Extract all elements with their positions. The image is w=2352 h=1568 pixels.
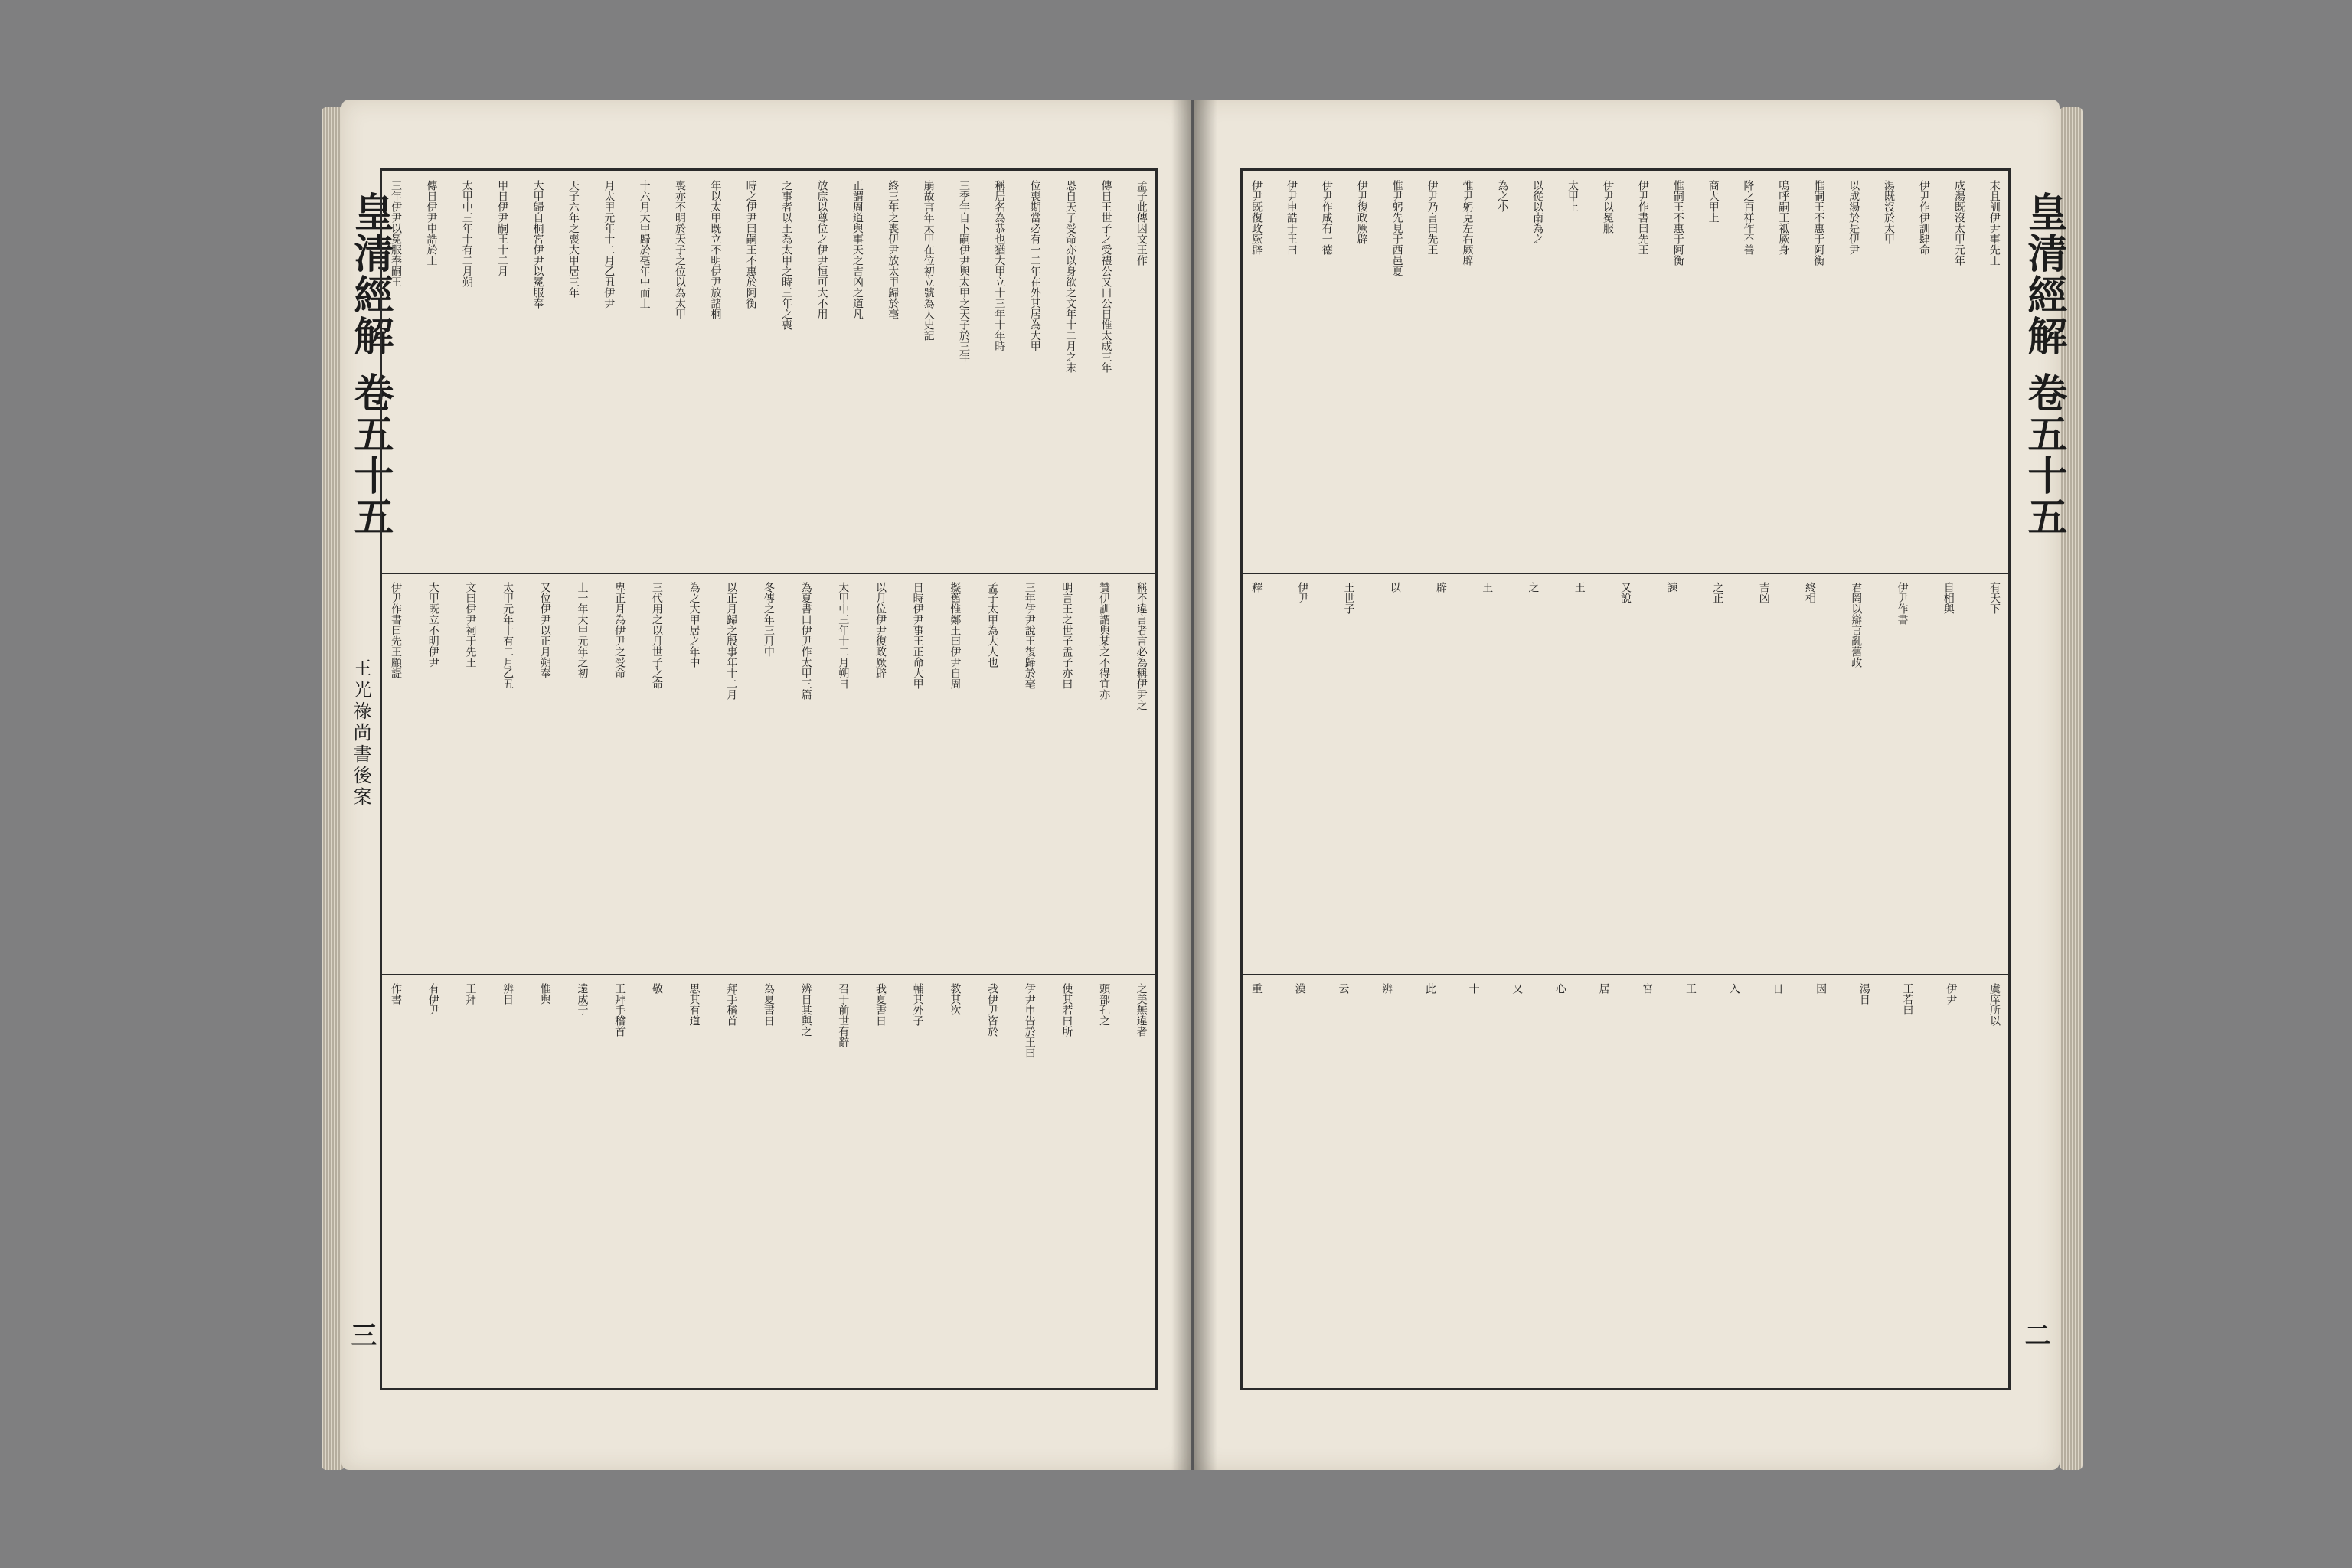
text-column: 之 [1527, 581, 1540, 593]
right-page [1194, 100, 2067, 1470]
right-tier-divider-2 [1243, 974, 2008, 975]
text-column: 又說 [1619, 581, 1632, 603]
text-column: 正謂周道與事天之吉凶之道凡 [851, 180, 864, 319]
text-column: 伊尹申誥于王曰 [1285, 180, 1298, 255]
text-column: 卑正月為伊尹之受命 [613, 581, 626, 678]
text-column: 君罔以辯言亂舊政 [1850, 581, 1863, 668]
text-column: 伊尹作書曰先王顧諟 [390, 581, 402, 678]
text-column: 十六月大甲歸於亳年中而上 [638, 180, 651, 309]
text-column: 伊尹作伊訓肆命 [1917, 180, 1930, 255]
text-column: 吉凶 [1757, 581, 1770, 603]
text-column: 虞庠所以 [1988, 983, 2001, 1027]
text-column: 太甲上 [1566, 180, 1579, 212]
left-volume-text: 卷五十五 [347, 372, 394, 538]
text-column: 頭部孔之 [1098, 983, 1111, 1027]
text-column: 湯既沒於太甲 [1883, 180, 1896, 244]
right-tier-2 [1250, 582, 2001, 965]
text-column: 伊尹作書曰先王 [1636, 180, 1649, 255]
text-column: 孟子太甲為大人也 [986, 581, 998, 668]
text-column: 此 [1423, 983, 1436, 995]
text-column: 成湯既沒太甲元年 [1952, 180, 1965, 266]
text-column: 伊尹作咸有一德 [1320, 180, 1333, 255]
text-column: 太甲中三年十二月朔日 [837, 581, 850, 689]
text-column: 王若曰 [1901, 983, 1914, 1016]
right-tier-divider-1 [1243, 573, 2008, 574]
text-column: 天子六年之喪大甲居三年 [567, 180, 580, 298]
text-column: 召于前世有辭 [837, 983, 850, 1048]
text-column: 伊尹乃言曰先王 [1426, 180, 1439, 255]
text-column: 伊尹 [1296, 581, 1309, 603]
left-page [341, 100, 1191, 1470]
text-column: 惟嗣王不惠于阿衡 [1671, 180, 1684, 266]
text-column: 伊尹申告於王曰 [1023, 983, 1036, 1059]
text-column: 心 [1553, 983, 1566, 995]
text-column: 釋 [1250, 581, 1263, 593]
text-column: 伊尹 [1945, 983, 1958, 1005]
text-column: 拜手稽首 [725, 983, 738, 1027]
text-column: 自相與 [1942, 581, 1955, 614]
left-folio: 三 [346, 1321, 377, 1348]
text-column: 漠 [1293, 983, 1306, 995]
text-column: 伊尹以冕服 [1601, 180, 1614, 234]
text-column: 孟子此傳因文王作 [1135, 180, 1148, 266]
text-column: 使其若曰所 [1060, 983, 1073, 1037]
text-column: 又位伊尹以正月朔奉 [538, 581, 551, 678]
text-column: 大甲歸自桐宮伊尹以冕服奉 [531, 180, 544, 309]
text-column: 以正月歸之殷事年十二月 [725, 581, 738, 700]
left-tier-divider-1 [382, 573, 1155, 574]
left-title-text: 皇清經解 [347, 191, 394, 357]
text-column: 辟 [1435, 581, 1447, 593]
text-column: 傳日伊尹申誥於王 [425, 180, 438, 266]
text-column: 辨日其與之 [799, 983, 812, 1037]
text-column: 喪亦不明於天子之位以為太甲 [674, 180, 686, 319]
text-column: 擬舊惟鄭王曰伊尹自周 [949, 581, 962, 689]
text-column: 崩故言年太甲在位初立號為大史記 [922, 180, 935, 341]
text-column: 十 [1467, 983, 1480, 995]
text-column: 我伊尹咨於 [986, 983, 998, 1037]
text-column: 三季年自下嗣伊尹與太甲之天子於三年 [958, 180, 970, 362]
left-margin-strip [337, 168, 394, 1386]
text-column: 入 [1727, 983, 1740, 995]
text-column: 輔其外子 [911, 983, 924, 1027]
text-column: 以成湯於是伊尹 [1847, 180, 1860, 255]
text-column: 因 [1815, 983, 1828, 995]
text-column: 年以太甲既立不明伊尹放諸桐 [709, 180, 722, 319]
right-folio: 二 [2020, 1321, 2050, 1348]
text-column: 王世子 [1342, 581, 1355, 614]
text-column: 惟與 [538, 983, 551, 1005]
text-column: 明言王之世子孟子亦曰 [1060, 581, 1073, 689]
text-column: 上一年大甲元年之初 [576, 581, 589, 678]
text-column: 王拜手稽首 [613, 983, 626, 1037]
text-column: 大甲既立不明伊尹 [426, 581, 439, 668]
text-column: 為之小 [1496, 180, 1509, 212]
text-column: 有伊尹 [426, 983, 439, 1016]
text-column: 有天下 [1988, 581, 2001, 614]
text-column: 三年伊尹以冕服奉嗣王 [390, 180, 402, 287]
text-column: 湯日 [1857, 983, 1870, 1005]
text-column: 終相 [1804, 581, 1816, 603]
book-spread [322, 100, 2082, 1470]
text-column: 時之伊尹曰嗣王不惠於阿衡 [744, 180, 757, 309]
right-title-text: 皇清經解 [2020, 191, 2067, 357]
right-tier-1 [1250, 180, 2001, 564]
text-column: 太甲中三年十有二月朔 [460, 180, 473, 287]
text-column: 之美無違者 [1135, 983, 1148, 1037]
text-column: 位喪期當必有一二年在外其居為大甲 [1028, 180, 1041, 351]
text-column: 日 [1771, 983, 1784, 995]
text-column: 放庶以尊位之伊尹恒可大不用 [815, 180, 828, 319]
left-tier-2 [390, 582, 1148, 965]
text-column: 甲日伊尹嗣王十二月 [496, 180, 509, 276]
text-column: 敬 [650, 983, 663, 995]
text-column: 伊尹復政厥辟 [1355, 180, 1368, 244]
text-column: 為夏書日 [762, 983, 775, 1027]
text-column: 遠成于 [576, 983, 589, 1016]
text-column: 末且訓伊尹事先王 [1988, 180, 2001, 266]
text-column: 稱不違言者言必為稱伊尹之 [1135, 581, 1148, 710]
text-column: 稱居名為恭也猶大甲立十三年十年時 [993, 180, 1006, 351]
text-column: 月太甲元年十二月乙丑伊尹 [603, 180, 616, 309]
text-column: 惟尹躬克左右厥辟 [1461, 180, 1474, 266]
right-margin-strip [2011, 168, 2067, 1386]
text-column: 之正 [1711, 581, 1724, 603]
right-volume-text: 卷五十五 [2020, 372, 2067, 538]
text-column: 以 [1388, 581, 1401, 593]
text-column: 王 [1481, 581, 1494, 593]
left-tier-divider-2 [382, 974, 1155, 975]
text-column: 惟尹躬先見于西邑夏 [1390, 180, 1403, 276]
right-tier-3 [1250, 983, 2001, 1379]
text-column: 重 [1250, 983, 1263, 995]
text-column: 王拜 [464, 983, 477, 1005]
text-column: 伊尹作書 [1896, 581, 1909, 625]
text-column: 日時伊尹事王正命大甲 [911, 581, 924, 689]
text-column: 王 [1684, 983, 1697, 995]
text-column: 思其有道 [688, 983, 701, 1027]
text-column: 以從以南為之 [1531, 180, 1544, 244]
text-column: 之事者以王為太甲之時三年之喪 [780, 180, 793, 330]
text-column: 文曰伊尹祠于先王 [464, 581, 477, 668]
text-column: 傳日王世子之受禮公又曰公日惟太成三年 [1099, 180, 1112, 373]
text-column: 嗚呼嗣王祗厥身 [1777, 180, 1790, 255]
text-column: 降之百祥作不善 [1742, 180, 1755, 255]
text-column: 作書 [390, 983, 402, 1005]
text-column: 以月位伊尹復政厥辟 [874, 581, 887, 678]
text-column: 終三年之喪伊尹放太甲歸於亳 [887, 180, 900, 319]
text-column: 居 [1597, 983, 1610, 995]
left-tier-1 [390, 180, 1148, 564]
text-column: 贊伊訓謂與某之不得宜亦 [1098, 581, 1111, 700]
text-column: 冬傳之年三月中 [762, 581, 775, 657]
text-column: 為之大甲居之年中 [688, 581, 701, 668]
left-side-note: 王光祿尚書後案 [350, 658, 371, 808]
text-column: 諫 [1665, 581, 1678, 593]
text-column: 惟嗣王不惠于阿衡 [1812, 180, 1825, 266]
text-column: 又 [1511, 983, 1524, 995]
text-column: 太甲元年十有二月乙丑 [501, 581, 514, 689]
right-text-frame [1240, 168, 2011, 1390]
text-column: 我夏書日 [874, 983, 887, 1027]
text-column: 商大甲上 [1707, 180, 1720, 223]
text-column: 王 [1573, 581, 1586, 593]
right-running-title [2015, 191, 2073, 537]
text-column: 教其次 [949, 983, 962, 1016]
text-column: 三年伊尹說王復歸於亳 [1023, 581, 1036, 689]
book-gutter-shadow [1171, 100, 1217, 1470]
text-column: 宮 [1641, 983, 1654, 995]
text-column: 伊尹既復政厥辟 [1250, 180, 1263, 255]
text-column: 辨 [1380, 983, 1393, 995]
text-column: 三代用之以月世子之命 [650, 581, 663, 689]
text-column: 云 [1337, 983, 1350, 995]
text-column: 恐自天子受命亦以身欲之文年十二月之末 [1064, 180, 1077, 373]
text-column: 為夏書曰伊尹作太甲三篇 [799, 581, 812, 700]
left-tier-3 [390, 983, 1148, 1379]
text-column: 辨日 [501, 983, 514, 1005]
left-text-frame [380, 168, 1158, 1390]
